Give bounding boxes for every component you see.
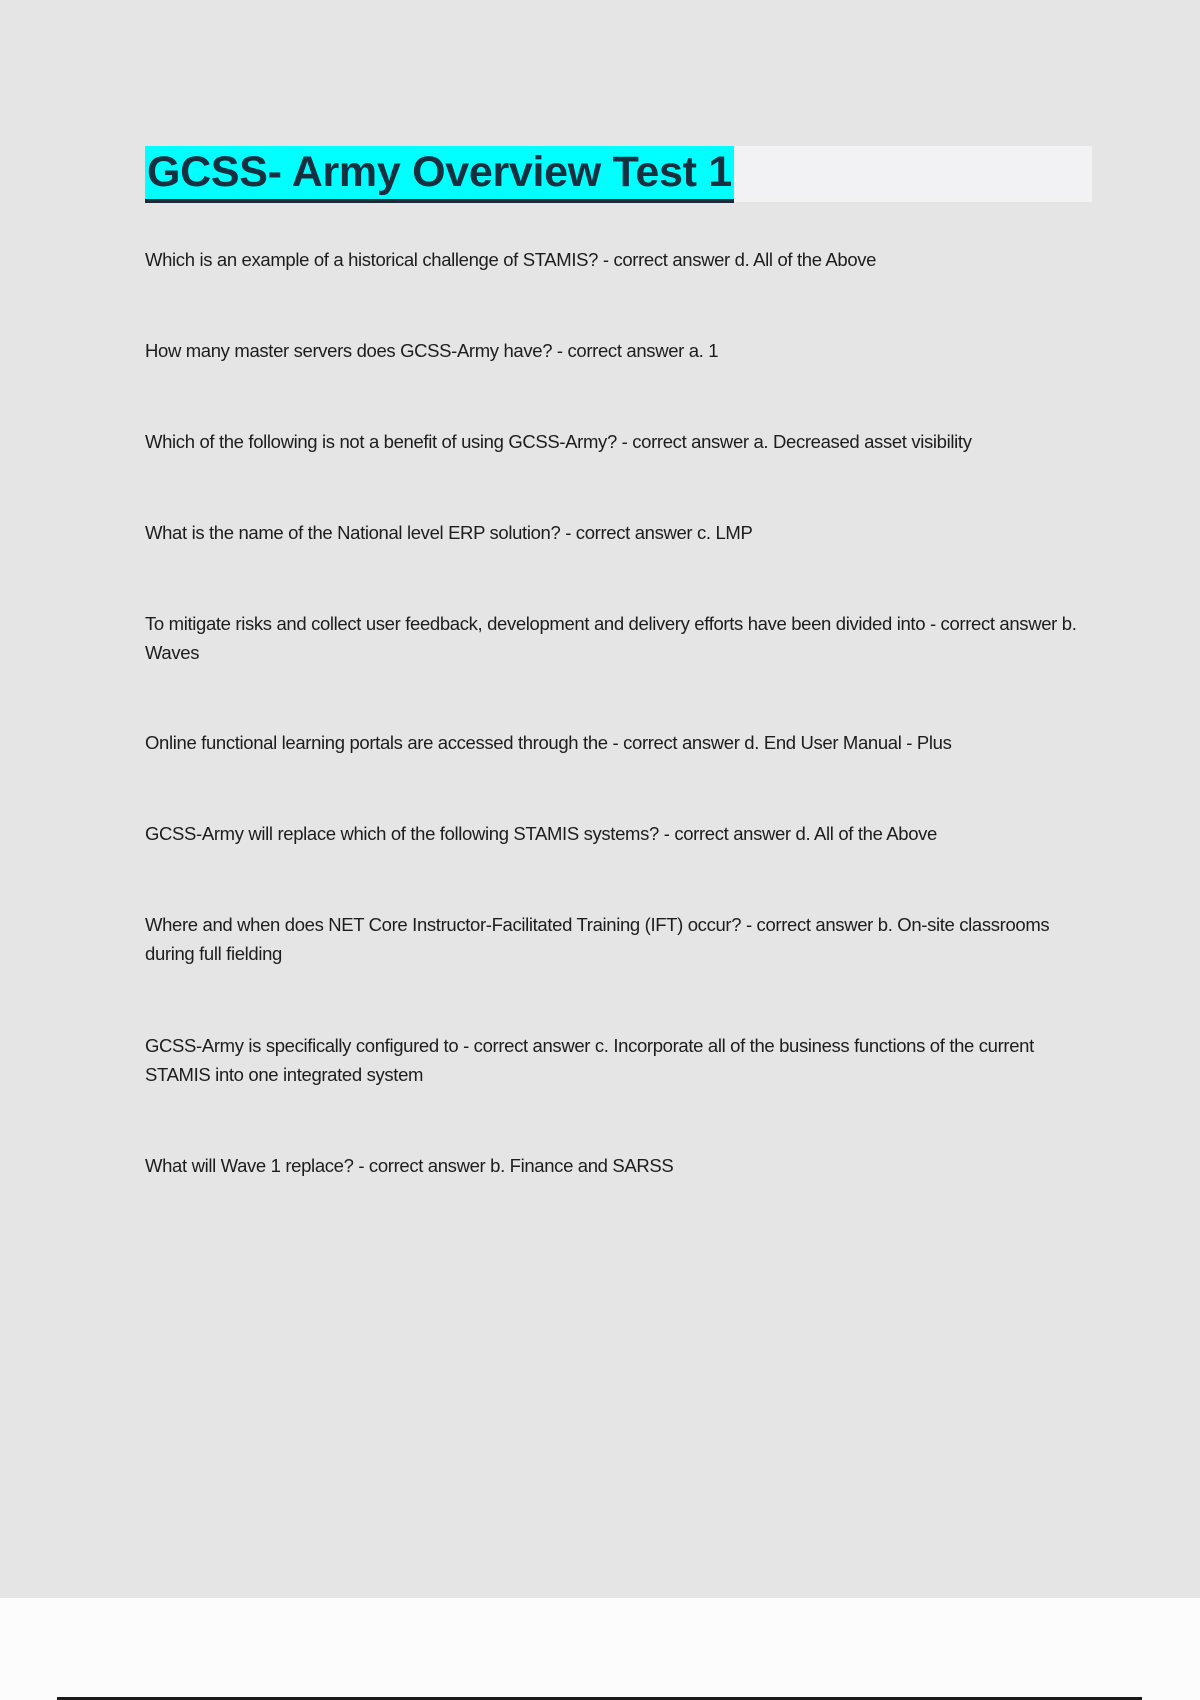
qa-item-2: How many master servers does GCSS-Army have? - correct answer a. 1 <box>145 340 719 361</box>
qa-item-7: GCSS-Army will replace which of the following STAMIS systems? - correct answer d. All of the Above <box>145 823 937 844</box>
qa-item-5: To mitigate risks and collect user feedback, development and delivery efforts have been divided into - correct answer b. Waves <box>145 613 1077 663</box>
qa-item-6: Online functional learning portals are accessed through the - correct answer d. End User Manual - Plus <box>145 732 952 753</box>
qa-item-10: What will Wave 1 replace? - correct answer b. Finance and SARSS <box>145 1155 674 1176</box>
qa-item-8: Where and when does NET Core Instructor-Facilitated Training (IFT) occur? - correct answer b. On-site classrooms during full fielding <box>145 914 1050 964</box>
qa-item-4: What is the name of the National level ERP solution? - correct answer c. LMP <box>145 522 753 543</box>
document-title: GCSS- Army Overview Test 1 <box>145 146 734 203</box>
qa-item-1: Which is an example of a historical challenge of STAMIS? - correct answer d. All of the Above <box>145 249 877 270</box>
qa-item-9: GCSS-Army is specifically configured to - correct answer c. Incorporate all of the business functions of the current STAMIS into one integrated system <box>145 1035 1034 1085</box>
page-footer <box>0 1598 1200 1700</box>
qa-item-3: Which of the following is not a benefit of using GCSS-Army? - correct answer a. Decreased asset visibility <box>145 431 972 452</box>
